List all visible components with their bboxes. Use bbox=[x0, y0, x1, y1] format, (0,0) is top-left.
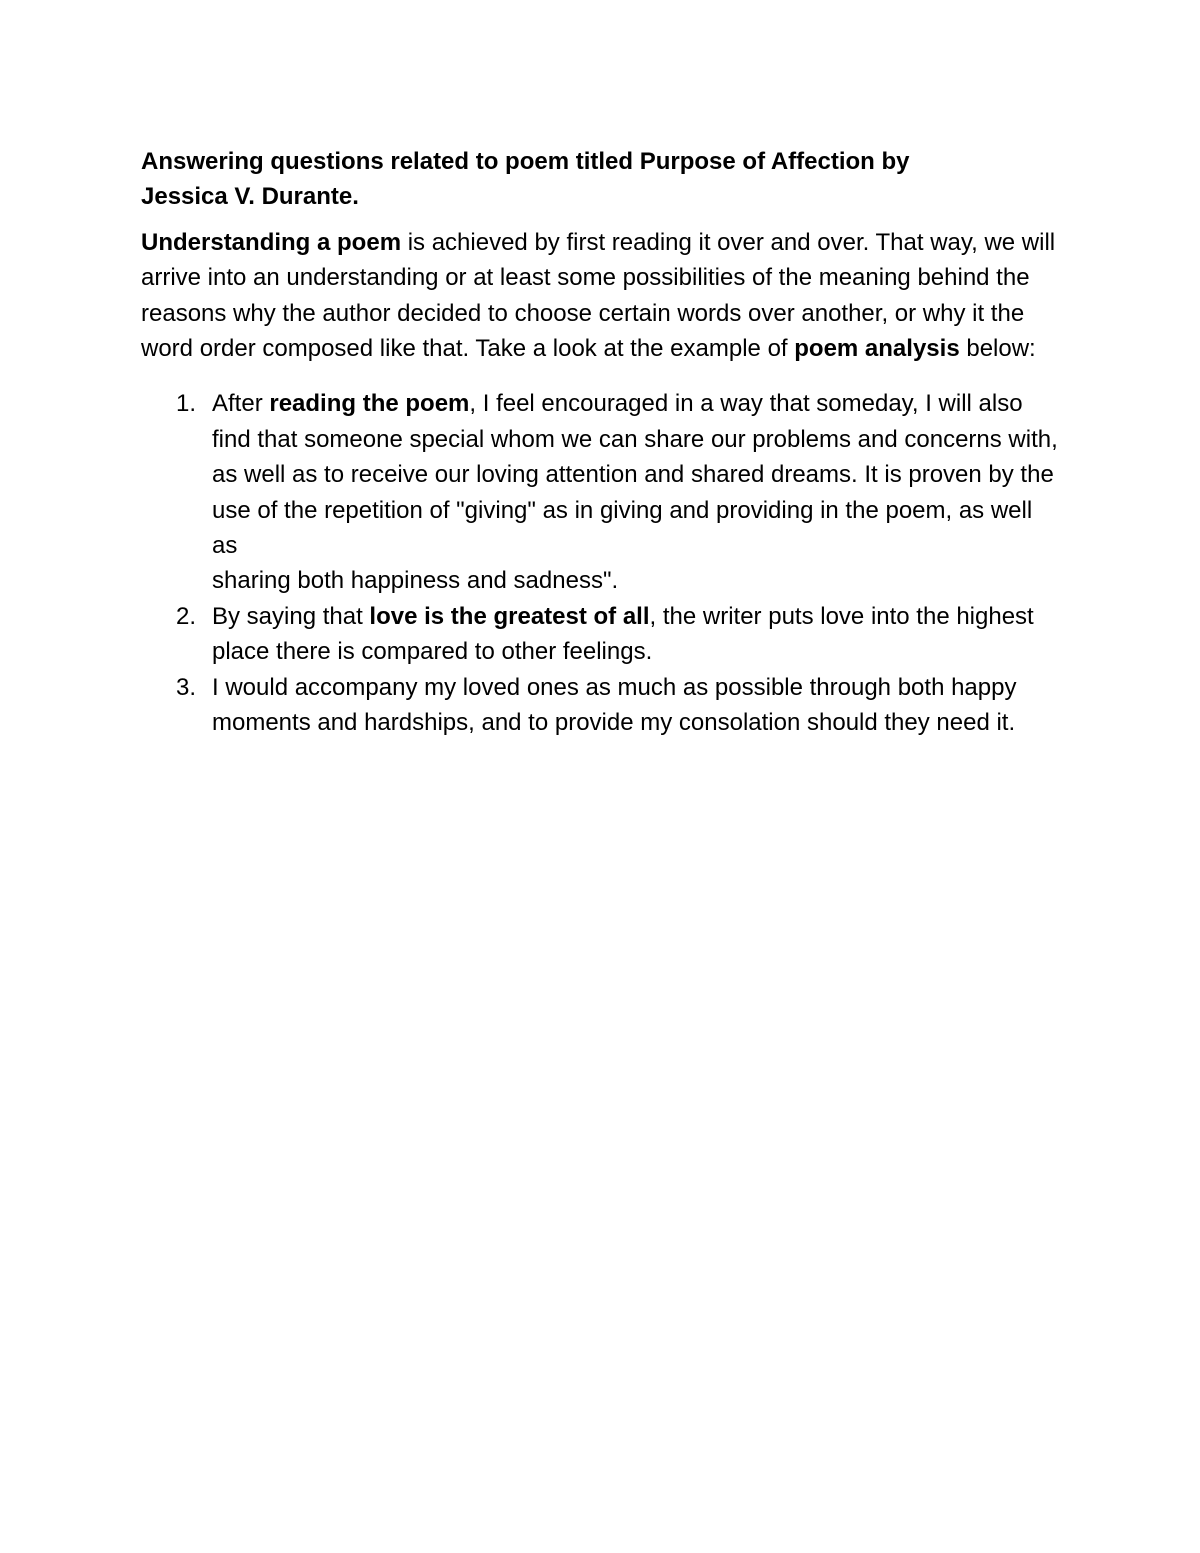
list-item-line-2: sharing both happiness and sadness". bbox=[212, 567, 619, 595]
intro-bold-understanding: Understanding a poem bbox=[141, 228, 402, 256]
list-item-number: 1. bbox=[176, 390, 197, 418]
document-title bbox=[141, 144, 1061, 215]
title-line-1: Answering questions related to poem titled Purpose of Affection by bbox=[141, 148, 910, 175]
list-item-pre: By saying that bbox=[212, 602, 370, 630]
list-item bbox=[141, 599, 1061, 670]
list-item-post: , the writer puts love into the highest place there is compared to other feelings. bbox=[212, 602, 1034, 666]
list-item-post: , I feel encouraged in a way that someday, I will also find that someone special whom we can share our problems and concerns with, as well as to receive our loving attention and shared dreams. It is proven by the use of the repetition of "giving" as in giving and providing in the poem, as well as bbox=[212, 390, 1058, 560]
intro-bold-poem-analysis: poem analysis bbox=[794, 335, 960, 363]
list-item-pre: After bbox=[212, 390, 270, 418]
list-item-text: I would accompany my loved ones as much as possible through both happy moments and hardships, and to provide my consolation should they need it. bbox=[212, 673, 1017, 737]
list-item bbox=[141, 670, 1061, 741]
document-content bbox=[141, 144, 1061, 741]
intro-text-2: below: bbox=[959, 335, 1036, 363]
intro-text-1: is achieved by first reading it over and over. That way, we will arrive into an understanding or at least some possibilities of the meaning behind the reasons why the author decided to choose certain words over another, or why it the word order composed like that. Take a look at the example of bbox=[141, 228, 1056, 363]
list-item-bold: reading the poem bbox=[269, 390, 470, 418]
list-item-number: 3. bbox=[176, 673, 197, 701]
list-item-bold: love is the greatest of all bbox=[369, 602, 650, 630]
list-item bbox=[141, 386, 1061, 598]
list-item-number: 2. bbox=[176, 602, 197, 630]
intro-paragraph bbox=[141, 225, 1061, 367]
analysis-list bbox=[141, 386, 1061, 740]
title-line-2: Jessica V. Durante. bbox=[141, 183, 359, 211]
